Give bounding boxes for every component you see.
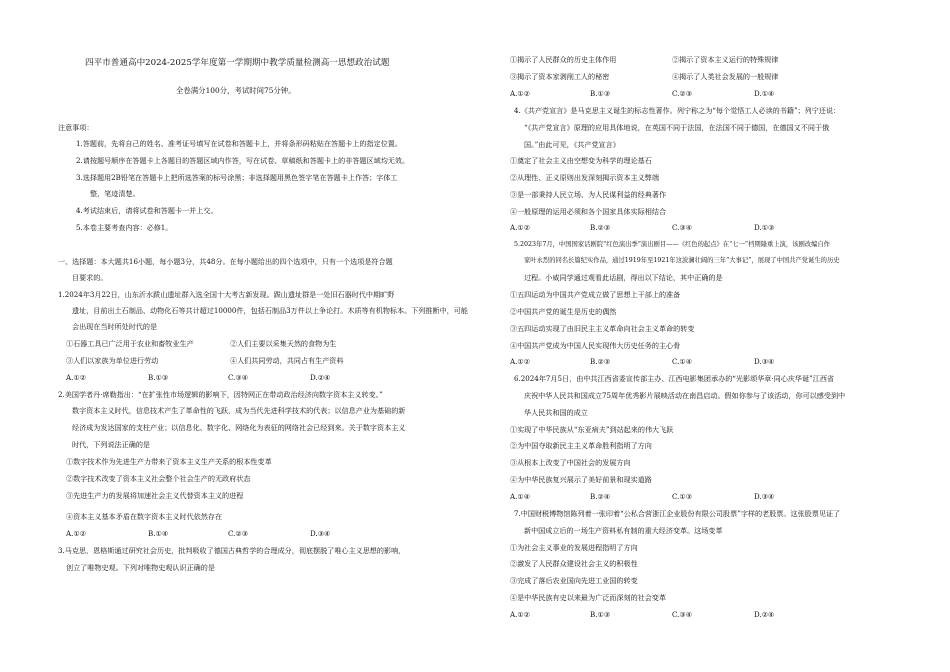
question-option: ③先进生产力的发展将加速社会主义代替资本主义的进程 bbox=[66, 491, 244, 500]
answer-choice: B.②③ bbox=[590, 223, 611, 232]
question-option: ②从理性、正义原则出发深刻揭示资本主义弊端 bbox=[510, 173, 659, 182]
question-stem: 5.2023年7月，中国国家话剧院“红色演出季”演出剧目——《红色的起点》在“七一”档期隆重上演，该剧改编自作 bbox=[514, 241, 830, 248]
notice-item: 2.请按题号顺序在答题卡上各题目的答题区域内作答，写在试卷、草稿纸和答题卡上的非答题区域均无效。 bbox=[76, 156, 410, 165]
question-option: ②人们主要以采集天然的食物为生 bbox=[230, 339, 337, 348]
question-option: ④人们共同劳动，共同占有生产资料 bbox=[230, 356, 344, 365]
answer-choice: C.③④ bbox=[672, 223, 693, 232]
question-option: ④揭示了人类社会发展的一般规律 bbox=[672, 72, 779, 81]
question-option: ②揭示了资本主义运行的特殊规律 bbox=[672, 55, 779, 64]
question-option: ①石器工具已广泛用于农业和畜牧业生产 bbox=[66, 339, 194, 348]
question-option: ③是一部秉持人民立场、为人民谋利益的经典著作 bbox=[510, 190, 667, 199]
notice-item: 5.本卷主要考查内容：必修1。 bbox=[76, 223, 173, 232]
answer-choice: B.①③ bbox=[590, 610, 611, 619]
question-stem: 4.《共产党宣言》是马克思主义诞生的标志性著作。列宁称之为“每个觉悟工人必读的书籍”；列宁还说： bbox=[514, 106, 841, 115]
answer-choice: B.②④ bbox=[590, 492, 611, 501]
question-option: ④为中华民族复兴展示了美好前景和现实道路 bbox=[510, 475, 652, 484]
answer-choice: A.①④ bbox=[510, 492, 531, 501]
question-option: ①五四运动为中国共产党成立做了思想上干部上的准备 bbox=[510, 290, 681, 299]
question-stem: 会出现在当时所处时代的是 bbox=[72, 322, 158, 331]
answer-choice: A.①② bbox=[510, 357, 531, 366]
question-stem: 时代，下列说法正确的是 bbox=[72, 440, 151, 449]
question-option: ④一般原理的运用必须和各个国家具体实际相结合 bbox=[510, 207, 667, 216]
answer-choice: D.②④ bbox=[310, 373, 331, 382]
question-stem: 国。”由此可见，《共产党宣言》 bbox=[524, 140, 620, 149]
question-option: ①为社会主义事业的发展进程指明了方向 bbox=[510, 543, 638, 552]
answer-choice: A.①② bbox=[510, 89, 531, 98]
question-option: ④中国共产党成为中国人民实现伟大历史任务的主心骨 bbox=[510, 341, 681, 350]
answer-choice: A.①② bbox=[510, 610, 531, 619]
answer-choice: D.①③ bbox=[754, 223, 775, 232]
question-stem: 遗址，目前出土石制品、动物化石等共计超过10000件，包括石制品3万件以上争论打。木质等有机物标本。下列推断中，可能 bbox=[72, 306, 468, 315]
section-heading: 一、选择题：本大题共16小题，每小题3分，共48分。在每小题给出的四个选项中，只有一个选项是符合题 bbox=[58, 257, 393, 266]
answer-choice: B.①④ bbox=[148, 529, 169, 538]
question-stem: 1.2024年3月22日，山东沂水跋山遗址群入选全国十大考古新发现。跋山遗址群是一处旧石器时代中期旷野 bbox=[58, 290, 395, 299]
answer-choice: A.①② bbox=[66, 373, 87, 382]
answer-choice: B.②③ bbox=[590, 357, 611, 366]
question-option: ②数字技术改变了资本主义社会整个社会生产的无政府状态 bbox=[66, 474, 251, 483]
page-subtitle: 全卷满分100分，考试时间75分钟。 bbox=[176, 86, 296, 95]
answer-choice: C.②③ bbox=[228, 529, 249, 538]
question-option: ③从根本上改变了中国社会的发展方向 bbox=[510, 458, 631, 467]
notice-item: 1.答题前，先将自己的姓名、准考证号填写在试卷和答题卡上，并将条形码粘贴在答题卡上的指定位置。 bbox=[76, 139, 402, 148]
question-option: ③揭示了资本家剥削工人的秘密 bbox=[510, 72, 610, 81]
question-option: ①揭示了人民群众的历史主体作用 bbox=[510, 55, 617, 64]
question-option: ③完成了落后农业国向先进工业国的转变 bbox=[510, 576, 638, 585]
answer-choice: B.①③ bbox=[148, 373, 169, 382]
answer-choice: C.③④ bbox=[672, 610, 693, 619]
question-stem: 家叶永烈的同名长篇纪实作品，通过1919年至1921年这波澜壮阔的三年“大事记”，展现了中国共产党诞生的历史 bbox=[524, 257, 840, 264]
answer-choice: B.①③ bbox=[590, 89, 611, 98]
question-option: ②激发了人民群众建设社会主义的积极性 bbox=[510, 559, 638, 568]
question-stem: 创立了唯物史观。下列对唯物史观认识正确的是 bbox=[66, 563, 215, 572]
answer-choice: D.③④ bbox=[754, 357, 775, 366]
answer-choice: D.③④ bbox=[310, 529, 331, 538]
question-stem: 2.美国学者丹·席勒指出：“在扩张性市场逻辑的影响下，因特网正在带动政治经济向数字资本主义转变。” bbox=[58, 390, 383, 399]
question-option: ①数字技术作为先进生产力带来了资本主义生产关系的根本性变革 bbox=[66, 457, 272, 466]
question-stem: 数字资本主义时代，信息技术产生了革命性的飞跃，成为当代先进科学技术的代表；以信息产业为基础的新 bbox=[72, 406, 406, 415]
question-option: ①实现了中华民族从“东亚病夫”到站起来的伟大飞跃 bbox=[510, 425, 674, 434]
page-title: 四平市普通高中2024-2025学年度第一学期期中教学质量检测高一思想政治试题 bbox=[85, 58, 390, 68]
question-stem: 新中国成立后的一场生产资料私有制的重大经济变革。这场变革 bbox=[524, 526, 723, 535]
question-stem: 华人民共和国的成立 bbox=[524, 408, 588, 417]
question-stem: 经济成为发达国家的支柱产业；以信息化、数字化、网络化为表征的网络社会已经到来。关于数字资本主义 bbox=[72, 423, 406, 432]
question-stem: 7.中国财税博物馆陈列着一张印着“公私合营浙江企业股份有限公司股票”字样的老股票。这张股票见证了 bbox=[514, 509, 841, 518]
question-option: ①奠定了社会主义由空想变为科学的理论基石 bbox=[510, 156, 652, 165]
answer-choice: D.③④ bbox=[754, 492, 775, 501]
answer-choice: A.①② bbox=[510, 223, 531, 232]
notice-item: 整，笔迹清楚。 bbox=[90, 189, 140, 198]
question-option: ③五四运动实现了由旧民主主义革命向社会主义革命的转变 bbox=[510, 324, 695, 333]
question-option: ②为中国夺取新民主主义革命胜利指明了方向 bbox=[510, 441, 652, 450]
question-stem: 庆祝中华人民共和国成立75周年优秀影片展映活动在南昌启动。假如你参与了该活动，你可以感受到中 bbox=[524, 391, 846, 400]
question-option: ④是中华民族有史以来最为广泛而深刻的社会变革 bbox=[510, 593, 667, 602]
question-stem: 3.马克思，恩格斯通过研究社会历史，批判吸收了德国古典哲学的合理成分，彻底摆脱了唯心主义思想的影响， bbox=[58, 546, 406, 555]
question-stem: 6.2024年7月5日，由中共江西省委宣传部主办、江西电影集团承办的“光影颂华章·同心庆华诞”江西省 bbox=[514, 374, 835, 383]
answer-choice: C.①③ bbox=[672, 492, 693, 501]
section-heading: 目要求的。 bbox=[72, 273, 108, 282]
answer-choice: D.①④ bbox=[754, 89, 775, 98]
notice-item: 4.考试结束后，请将试卷和答题卡一并上交。 bbox=[76, 206, 218, 215]
notice-heading: 注意事项： bbox=[58, 123, 94, 132]
answer-choice: C.①④ bbox=[672, 357, 693, 366]
question-option: ②中国共产党的诞生是历史的偶然 bbox=[510, 307, 617, 316]
notice-item: 3.选择题用2B铅笔在答题卡上把所选答案的标号涂黑；非选择题用黑色签字笔在答题卡上作答；字体工 bbox=[76, 173, 398, 182]
answer-choice: D.②④ bbox=[754, 610, 775, 619]
answer-choice: C.②③ bbox=[672, 89, 693, 98]
question-stem: “《共产党宣言》原理的应用具体地说，在英国不同于法国，在法国不同于德国，在德国又不同于俄 bbox=[524, 123, 830, 132]
question-option: ④资本主义基本矛盾在数字资本主义时代依然存在 bbox=[66, 512, 223, 521]
answer-choice: A.①② bbox=[66, 529, 87, 538]
answer-choice: C.③④ bbox=[228, 373, 249, 382]
question-option: ③人们以家族为单位进行劳动 bbox=[66, 356, 159, 365]
question-stem: 过程。小威同学通过观看此话剧，得出以下结论，其中正确的是 bbox=[524, 273, 723, 282]
